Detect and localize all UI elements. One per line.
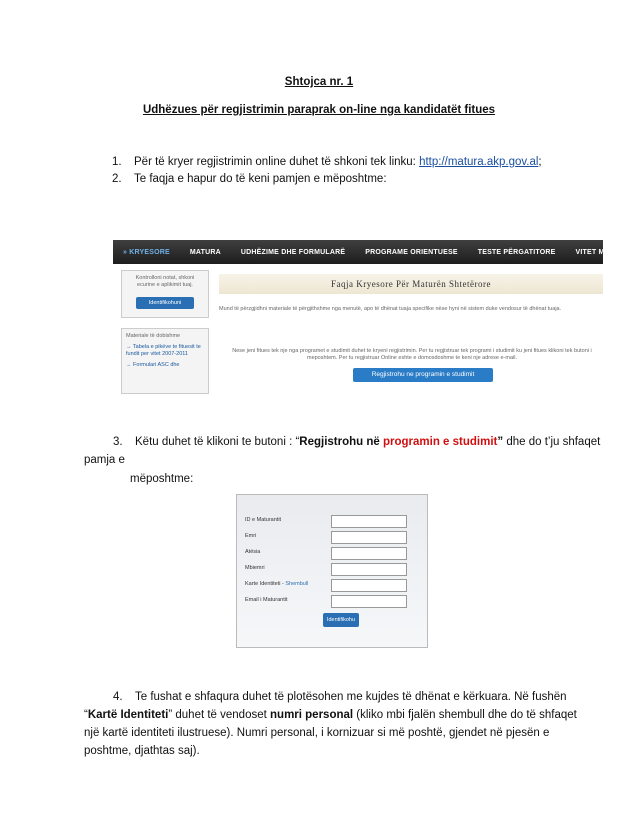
id-input[interactable] (331, 515, 407, 528)
nav-item-matura[interactable]: MATURA (189, 248, 221, 256)
mbiemri-label: Mbiemri (245, 565, 265, 571)
homepage-screenshot (113, 240, 632, 412)
shembull-link[interactable]: Shembull (285, 581, 309, 587)
login-box (121, 270, 209, 318)
step-4-line2 (84, 706, 634, 724)
intro-text: Mund të përzgjidhni materiale të përgjithshme nga menutë, apo të dhënat tuaja specifike nëse hyni në sistem duke vendosur të dhënat tuaja. (219, 306, 562, 312)
mbiemri-input[interactable] (331, 563, 407, 576)
asc-form-link[interactable]: → Formulari ASC dhe (126, 362, 180, 368)
form-row-atesia (245, 547, 425, 561)
form-row-karte (245, 579, 425, 593)
step-3-text: Këtu duhet të klikoni te butoni : “ (135, 436, 300, 448)
step-1-end: ; (538, 156, 542, 168)
nav-item-programe[interactable]: PROGRAME ORIENTUESE (365, 248, 458, 256)
step-1-text: Për të kryer regjistrimin online duhet të shkoni tek linku: (134, 156, 420, 168)
step-4 (113, 688, 633, 706)
email-label: Email i Maturantit (245, 597, 288, 603)
step-4-number: 4. (113, 691, 123, 703)
step-3-number: 3. (113, 436, 123, 448)
step-4-karte: Kartë Identiteti (87, 709, 169, 721)
points-table-link[interactable]: → Tabela e pikëve te fituesit te fundit per vitet 2007-2011 (126, 344, 201, 357)
main-heading: Faqja Kryesore Për Maturën Shtetërore (219, 274, 603, 294)
nav-item-vitet[interactable]: VITET MË PARË (575, 248, 632, 256)
step-4-quote: “ (84, 709, 88, 721)
login-form-screenshot (236, 494, 428, 648)
materials-title: Materiale të dobishme (126, 333, 181, 339)
login-box-text: Kontrolloni notat, shkoni ecurine e aplikimit tuaj. (135, 275, 195, 288)
document-title: Shtojca nr. 1 (284, 76, 354, 88)
step-3-red: programin e studimit (383, 436, 498, 448)
nav-item-kryesore[interactable]: » KRYESORE (123, 248, 170, 256)
step-4-mid: ” duhet të vendoset (168, 709, 271, 721)
step-4-numri: numri personal (270, 709, 354, 721)
step-4-line3: një kartë identiteti ilustruese). Numri personal, i kornizuar si më poshtë, gjendet në pjesën e (84, 727, 550, 739)
form-row-id (245, 515, 425, 529)
step-1 (112, 154, 632, 171)
form-row-email (245, 595, 425, 609)
step-2-number: 2. (112, 173, 122, 185)
karte-input[interactable] (331, 579, 407, 592)
step-4-line1: Te fushat e shfaqura duhet të plotësohen me kujdes të dhënat e kërkuara. Në fushën (135, 691, 567, 703)
sidebar (121, 270, 209, 404)
step-3-quote: ” (497, 436, 504, 448)
login-button[interactable]: Identifikohuni (136, 297, 194, 309)
atesia-input[interactable] (331, 547, 407, 560)
step-1-number: 1. (112, 156, 122, 168)
nav-item-teste[interactable]: TESTE PËRGATITORE (477, 248, 556, 256)
email-input[interactable] (331, 595, 407, 608)
emri-input[interactable] (331, 531, 407, 544)
step-4-line4: poshtme, djathtas saj). (84, 745, 200, 757)
emri-label: Emri (245, 533, 257, 539)
register-program-button[interactable]: Regjistrohu ne programin e studimit (353, 368, 493, 382)
step-2-text: Te faqja e hapur do të keni pamjen e mëposhtme: (134, 173, 387, 185)
karte-label (245, 581, 308, 587)
step-2 (112, 171, 632, 188)
step-3-after: dhe do t’ju shfaqet (503, 436, 601, 448)
step-4-end: (kliko mbi fjalën shembull dhe do të shfaqet (353, 709, 577, 721)
registration-info-text: Nese jeni fitues tek nje nga programet e studimit duhet te kryeni regjistrimin. Per tu regjistruar tek programi i studimit ku jeni fitues klikoni tek butoni i meposhtem. Per tu regjistruar Online eshte e domosdoshme te keni nje adrese e-mail. (232, 348, 592, 361)
identify-button[interactable]: Identifikohu (323, 613, 359, 627)
step-3-bold: Regjistrohu në (299, 436, 383, 448)
atesia-label: Atësia (245, 549, 261, 555)
form-row-mbiemri (245, 563, 425, 577)
step-3-line2: pamja e (84, 454, 125, 466)
document-subtitle: Udhëzues për regjistrimin paraprak on-line nga kandidatët fitues (142, 104, 496, 116)
nav-bar (113, 240, 632, 264)
nav-item-udhezime[interactable]: UDHËZIME DHE FORMULARË (240, 248, 346, 256)
step-3-line3: mëposhtme: (130, 473, 194, 485)
karte-label-text: Karte Identiteti - (245, 581, 286, 587)
step-3 (113, 433, 633, 451)
id-label: ID e Maturantit (245, 517, 282, 523)
materials-box (121, 328, 209, 394)
form-row-emri (245, 531, 425, 545)
matura-link[interactable]: http://matura.akp.gov.al (419, 156, 539, 168)
